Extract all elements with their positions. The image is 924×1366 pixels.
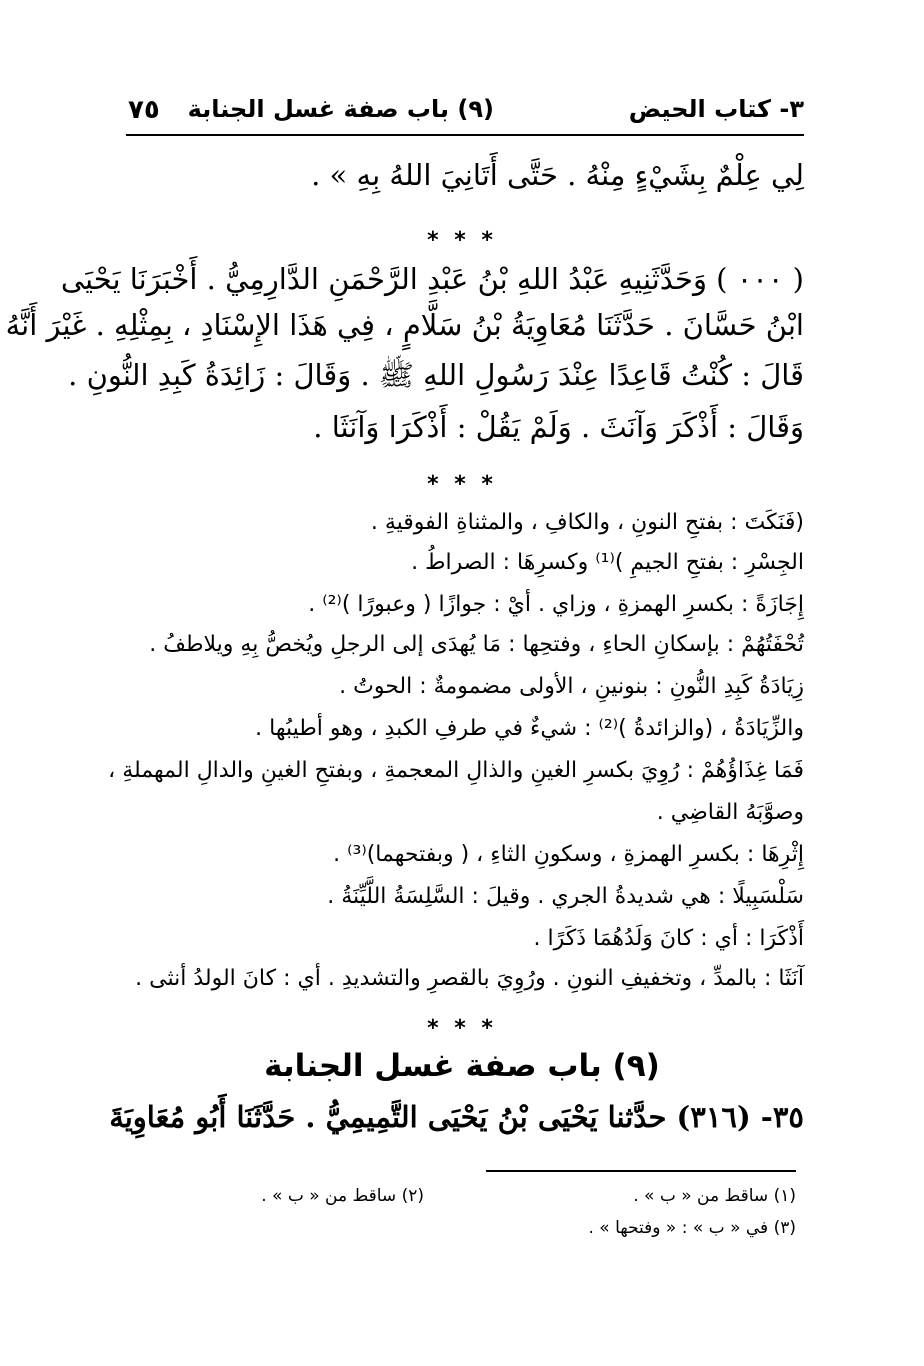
page-number: ٧٥ — [128, 95, 160, 125]
gloss-line: زِيَادَةُ كَبِدِ النُّونِ : بنونينِ ، الأولى مضمومةٌ : الحوتُ . — [339, 674, 804, 699]
chapter-heading: (٩) باب صفة غسل الجنابة — [264, 1048, 660, 1084]
footnote-divider — [486, 1170, 796, 1172]
hadith-opening-line: ٣٥- (٣١٦) حدَّثنا يَحْيَى بْنُ يَحْيَى التَّمِيمِيُّ . حَدَّثَنَا أَبُو مُعَاوِيَةَ — [109, 1100, 804, 1134]
gloss-line: إِجَازَةً : بكسرِ الهمزةِ ، وزاي . أيْ : جوازًا ( وعبورًا )⁽²⁾ . — [308, 592, 804, 617]
gloss-line: أَذْكَرَا : أي : كانَ وَلَدُهُمَا ذَكَرًا . — [533, 926, 804, 951]
hadith-text-line: ( ٠٠٠ ) وَحَدَّثَنِيهِ عَبْدُ اللهِ بْنُ عَبْدِ الرَّحْمَنِ الدَّارِمِيُّ . أَخْبَرَنَا يَحْيَى — [60, 262, 804, 296]
section-separator: * * * — [427, 1016, 497, 1041]
gloss-line: (فَنَكَتَ : بفتحِ النونِ ، والكافِ ، والمثناةِ الفوقيةِ . — [370, 510, 804, 535]
header-section-title: (٩) باب صفة غسل الجنابة — [187, 95, 494, 123]
running-header — [128, 95, 804, 135]
gloss-line: والزِّيَادَةُ ، (والزائدةُ )⁽²⁾ : شيءٌ في طرفِ الكبدِ ، وهو أطيبُها . — [255, 716, 804, 741]
footnote-2: (٢) ساقط من « ب » . — [261, 1186, 424, 1206]
hadith-text-line: لِي عِلْمٌ بِشَيْءٍ مِنْهُ . حَتَّى أَتَانِيَ اللهُ بِهِ » . — [311, 158, 804, 192]
gloss-line: وصوَّبَهُ القاضِي . — [656, 800, 804, 825]
hadith-text-line: ابْنُ حَسَّانَ . حَدَّثَنَا مُعَاوِيَةُ بْنُ سَلَّامٍ ، فِي هَذَا الإِسْنَادِ ، بِمِثْلِهِ . غَيْرَ أَنَّهُ — [5, 308, 804, 342]
hadith-text-line: قَالَ : كُنْتُ قَاعِدًا عِنْدَ رَسُولِ اللهِ ﷺ . وَقَالَ : زَائِدَةُ كَبِدِ النُّونِ . — [68, 358, 804, 392]
gloss-line: إِثْرِهَا : بكسرِ الهمزةِ ، وسكونِ الثاءِ ، ( وبفتحهما)⁽³⁾ . — [333, 842, 804, 867]
footnote-1: (١) ساقط من « ب » . — [633, 1186, 796, 1206]
gloss-line: آنَثَا : بالمدِّ ، وتخفيفِ النونِ . ورُوِيَ بالقصرِ والتشديدِ . أي : كانَ الولدُ أنثى . — [135, 966, 804, 991]
gloss-line: فَمَا غِذَاؤُهُمْ : رُوِيَ بكسرِ الغينِ والذالِ المعجمةِ ، وبفتحِ الغينِ والدالِ المهملةِ ، — [108, 758, 804, 783]
gloss-line: الجِسْرِ : بفتحِ الجيمِ )⁽¹⁾ وكسرِهَا : الصراطُ . — [411, 550, 804, 575]
section-separator: * * * — [427, 228, 497, 253]
gloss-line: تُحْفَتُهُمْ : بإسكانِ الحاءِ ، وفتحِها : مَا يُهدَى إلى الرجلِ ويُخصُّ بِهِ ويلاطفُ . — [149, 632, 804, 657]
hadith-text-line: وَقَالَ : أَذْكَرَ وَآنَثَ . وَلَمْ يَقُلْ : أَذْكَرَا وَآنَثَا . — [313, 410, 804, 444]
section-separator: * * * — [427, 472, 497, 497]
header-chapter-title: ٣- كتاب الحيض — [628, 95, 804, 123]
footnote-3: (٣) في « ب » : « وفتحها » . — [588, 1218, 796, 1238]
gloss-line: سَلْسَبِيلًا : هي شديدةُ الجري . وقيلَ : السَّلِسَةُ اللَّيِّنَةُ . — [327, 884, 804, 909]
header-divider — [126, 134, 804, 136]
